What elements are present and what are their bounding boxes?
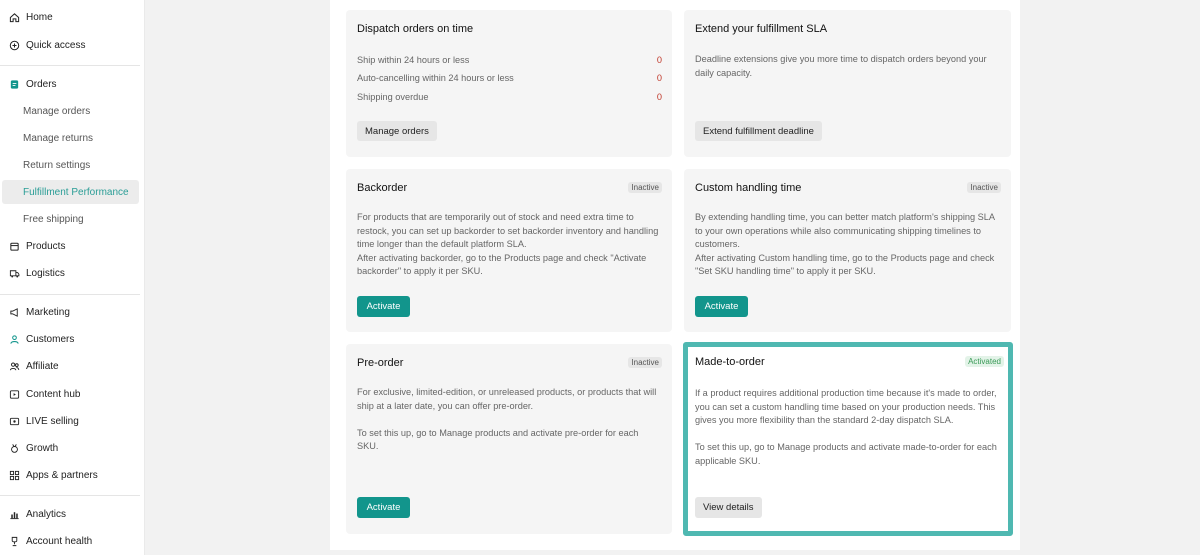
metric-value: 0: [656, 92, 662, 102]
description-paragraph: If a product requires additional production time because it's made to order, you can set a custom handling time based on your production needs. This gives you more flexibility than the standard 2-day dispatch SLA.: [695, 388, 997, 425]
status-badge: Activated: [965, 356, 1004, 367]
sidebar-item-label: Analytics: [26, 508, 67, 520]
sidebar-item-free-shipping[interactable]: Free shipping: [23, 213, 84, 225]
metric-value: 0: [656, 73, 662, 83]
sidebar-item-label: Customers: [26, 333, 75, 345]
sidebar-item-logistics[interactable]: [0, 262, 140, 284]
sidebar-item-label: Orders: [26, 78, 57, 90]
medal-icon: [6, 440, 22, 456]
sidebar-item-customers[interactable]: [0, 328, 140, 350]
card-description: [357, 211, 661, 279]
description-paragraph: For products that are temporarily out of stock and need extra time to restock, you can set up backorder to set backorder inventory and handling time longer than the default platform SLA.: [357, 212, 659, 249]
sidebar-item-manage-orders[interactable]: Manage orders: [23, 105, 91, 117]
metric-label: Ship within 24 hours or less: [357, 55, 470, 65]
people-icon: [6, 358, 22, 374]
description-paragraph: By extending handling time, you can better match platform's shipping SLA to your own operations while also communicating shipping timelines to customers.: [695, 212, 995, 249]
card-title: Custom handling time: [695, 182, 802, 194]
play-square-icon: [6, 386, 22, 402]
divider: [0, 294, 140, 295]
card-title: Pre-order: [357, 357, 404, 369]
sidebar-item-label: Marketing: [26, 306, 70, 318]
metric-label: Auto-cancelling within 24 hours or less: [357, 73, 514, 83]
metric-row: [357, 55, 662, 65]
description-paragraph: To set this up, go to Manage products and activate pre-order for each SKU.: [357, 427, 639, 451]
description-paragraph: After activating backorder, go to the Products page and check "Activate backorder" to apply it per SKU.: [357, 252, 647, 276]
apps-grid-icon: [6, 467, 22, 483]
card-title: Extend your fulfillment SLA: [695, 23, 828, 35]
sidebar-item-label: Apps & partners: [26, 469, 98, 481]
activate-backorder-button[interactable]: Activate: [357, 296, 410, 317]
preorder-card: [346, 344, 672, 534]
metric-value: 0: [656, 55, 662, 65]
sidebar-item-label: Content hub: [26, 388, 81, 400]
extend-sla-card: [684, 10, 1011, 157]
description-paragraph: After activating Custom handling time, go to the Products page and check "Set SKU handling time" to apply it per SKU.: [695, 252, 995, 276]
trophy-icon: [6, 533, 22, 549]
metric-row: [357, 73, 662, 83]
card-description: [357, 386, 661, 454]
sidebar-item-apps-partners[interactable]: [0, 464, 140, 486]
box-icon: [6, 238, 22, 254]
dispatch-card: [346, 10, 672, 157]
sidebar-item-growth[interactable]: [0, 437, 140, 459]
sidebar-item-account-health[interactable]: [0, 530, 140, 552]
sidebar-item-orders[interactable]: [0, 73, 140, 95]
sidebar-item-return-settings[interactable]: Return settings: [23, 159, 91, 171]
activate-preorder-button[interactable]: Activate: [357, 497, 410, 518]
megaphone-icon: [6, 304, 22, 320]
description-paragraph: To set this up, go to Manage products and activate made-to-order for each applicable SKU.: [695, 442, 997, 466]
sidebar-item-live-selling[interactable]: [0, 410, 140, 432]
sidebar-item-fulfillment-performance[interactable]: Fulfillment Performance: [2, 180, 139, 204]
description-paragraph: For exclusive, limited-edition, or unreleased products, or products that will ship at a later date, you can offer pre-order.: [357, 387, 657, 411]
plus-circle-icon: [6, 37, 22, 53]
card-title: Made-to-order: [695, 356, 765, 368]
divider: [0, 495, 140, 496]
sidebar-item-label: Growth: [26, 442, 59, 454]
sidebar-item-label: LIVE selling: [26, 415, 79, 427]
sidebar-item-analytics[interactable]: [0, 503, 140, 525]
chart-icon: [6, 506, 22, 522]
home-icon: [6, 9, 22, 25]
status-badge: Inactive: [628, 182, 662, 193]
sidebar-item-products[interactable]: [0, 235, 140, 257]
sidebar-item-label: Products: [26, 240, 66, 252]
truck-icon: [6, 265, 22, 281]
sidebar: [0, 0, 145, 555]
sidebar-item-label: Account health: [26, 535, 93, 547]
sidebar-item-label: Home: [26, 11, 53, 23]
paragraph-spacer: [357, 413, 661, 427]
card-description: Deadline extensions give you more time to dispatch orders beyond your daily capacity.: [695, 54, 987, 78]
status-badge: Inactive: [628, 357, 662, 368]
live-icon: [6, 413, 22, 429]
made-to-order-card: [683, 342, 1013, 536]
sidebar-item-label: Affiliate: [26, 360, 59, 372]
sidebar-item-affiliate[interactable]: [0, 355, 140, 377]
extend-fulfillment-deadline-button[interactable]: Extend fulfillment deadline: [695, 121, 822, 141]
custom-handling-card: [684, 169, 1011, 332]
sidebar-item-quick-access[interactable]: [0, 34, 140, 56]
view-details-button[interactable]: View details: [695, 497, 762, 518]
sidebar-item-label: Quick access: [26, 39, 86, 51]
backorder-card: [346, 169, 672, 332]
activate-custom-handling-button[interactable]: Activate: [695, 296, 748, 317]
manage-orders-button[interactable]: Manage orders: [357, 121, 437, 141]
sidebar-item-home[interactable]: [0, 6, 140, 28]
sidebar-item-label: Logistics: [26, 267, 65, 279]
status-badge: Inactive: [967, 182, 1001, 193]
customers-icon: [6, 331, 22, 347]
card-description: [695, 387, 1004, 468]
card-title: Backorder: [357, 182, 408, 194]
sidebar-item-content-hub[interactable]: [0, 383, 140, 405]
metric-label: Shipping overdue: [357, 92, 429, 102]
card-description: [695, 211, 1000, 279]
paragraph-spacer: [695, 428, 1004, 442]
sidebar-item-manage-returns[interactable]: Manage returns: [23, 132, 94, 144]
divider: [0, 65, 140, 66]
metric-row: [357, 92, 662, 102]
sidebar-item-marketing[interactable]: [0, 301, 140, 323]
card-title: Dispatch orders on time: [357, 23, 474, 35]
orders-icon: [6, 76, 22, 92]
